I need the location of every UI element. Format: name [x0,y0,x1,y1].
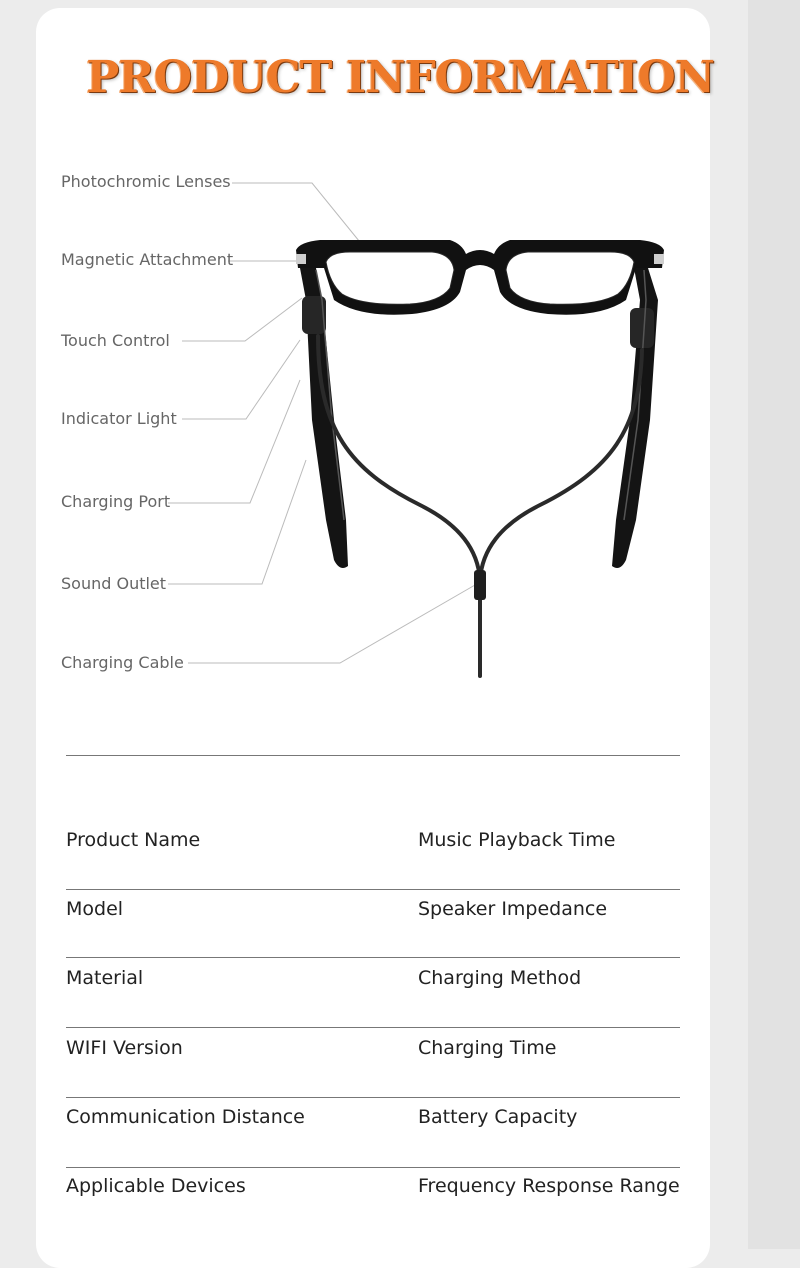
charging-cable [318,336,642,676]
spec-label-applicable-devices: Applicable Devices [66,1175,246,1197]
callout-indicator-light: Indicator Light [61,409,177,428]
row-divider [66,957,680,958]
callout-charging-cable: Charging Cable [61,653,184,672]
row-divider [66,889,680,890]
callout-sound-outlet: Sound Outlet [61,574,167,593]
section-divider [66,755,680,756]
row-divider [66,1097,680,1098]
callout-photochromic-lenses: Photochromic Lenses [61,172,231,191]
right-temple-arm [612,268,658,568]
spec-label-charging-method: Charging Method [418,967,582,989]
spec-label-model: Model [66,898,124,920]
spec-label-battery-capacity: Battery Capacity [418,1106,578,1128]
spec-label-product-name: Product Name [66,829,201,851]
spec-label-charging-time: Charging Time [418,1037,557,1059]
spec-label-material: Material [66,967,144,989]
callout-charging-port: Charging Port [61,492,171,511]
row-divider [66,1027,680,1028]
page-title: PRODUCT INFORMATION [86,52,714,103]
callout-magnetic-attachment: Magnetic Attachment [61,250,234,269]
glasses-frame [296,240,664,315]
callout-touch-control: Touch Control [61,331,170,350]
spec-label-speaker-impedance: Speaker Impedance [418,898,608,920]
left-temple-arm [300,268,348,568]
spec-label-frequency-response-range: Frequency Response Range [418,1175,680,1197]
spec-label-communication-distance: Communication Distance [66,1106,305,1128]
spec-label-music-playback-time: Music Playback Time [418,829,616,851]
spec-label-wifi-version: WIFI Version [66,1037,183,1059]
row-divider [66,1167,680,1168]
